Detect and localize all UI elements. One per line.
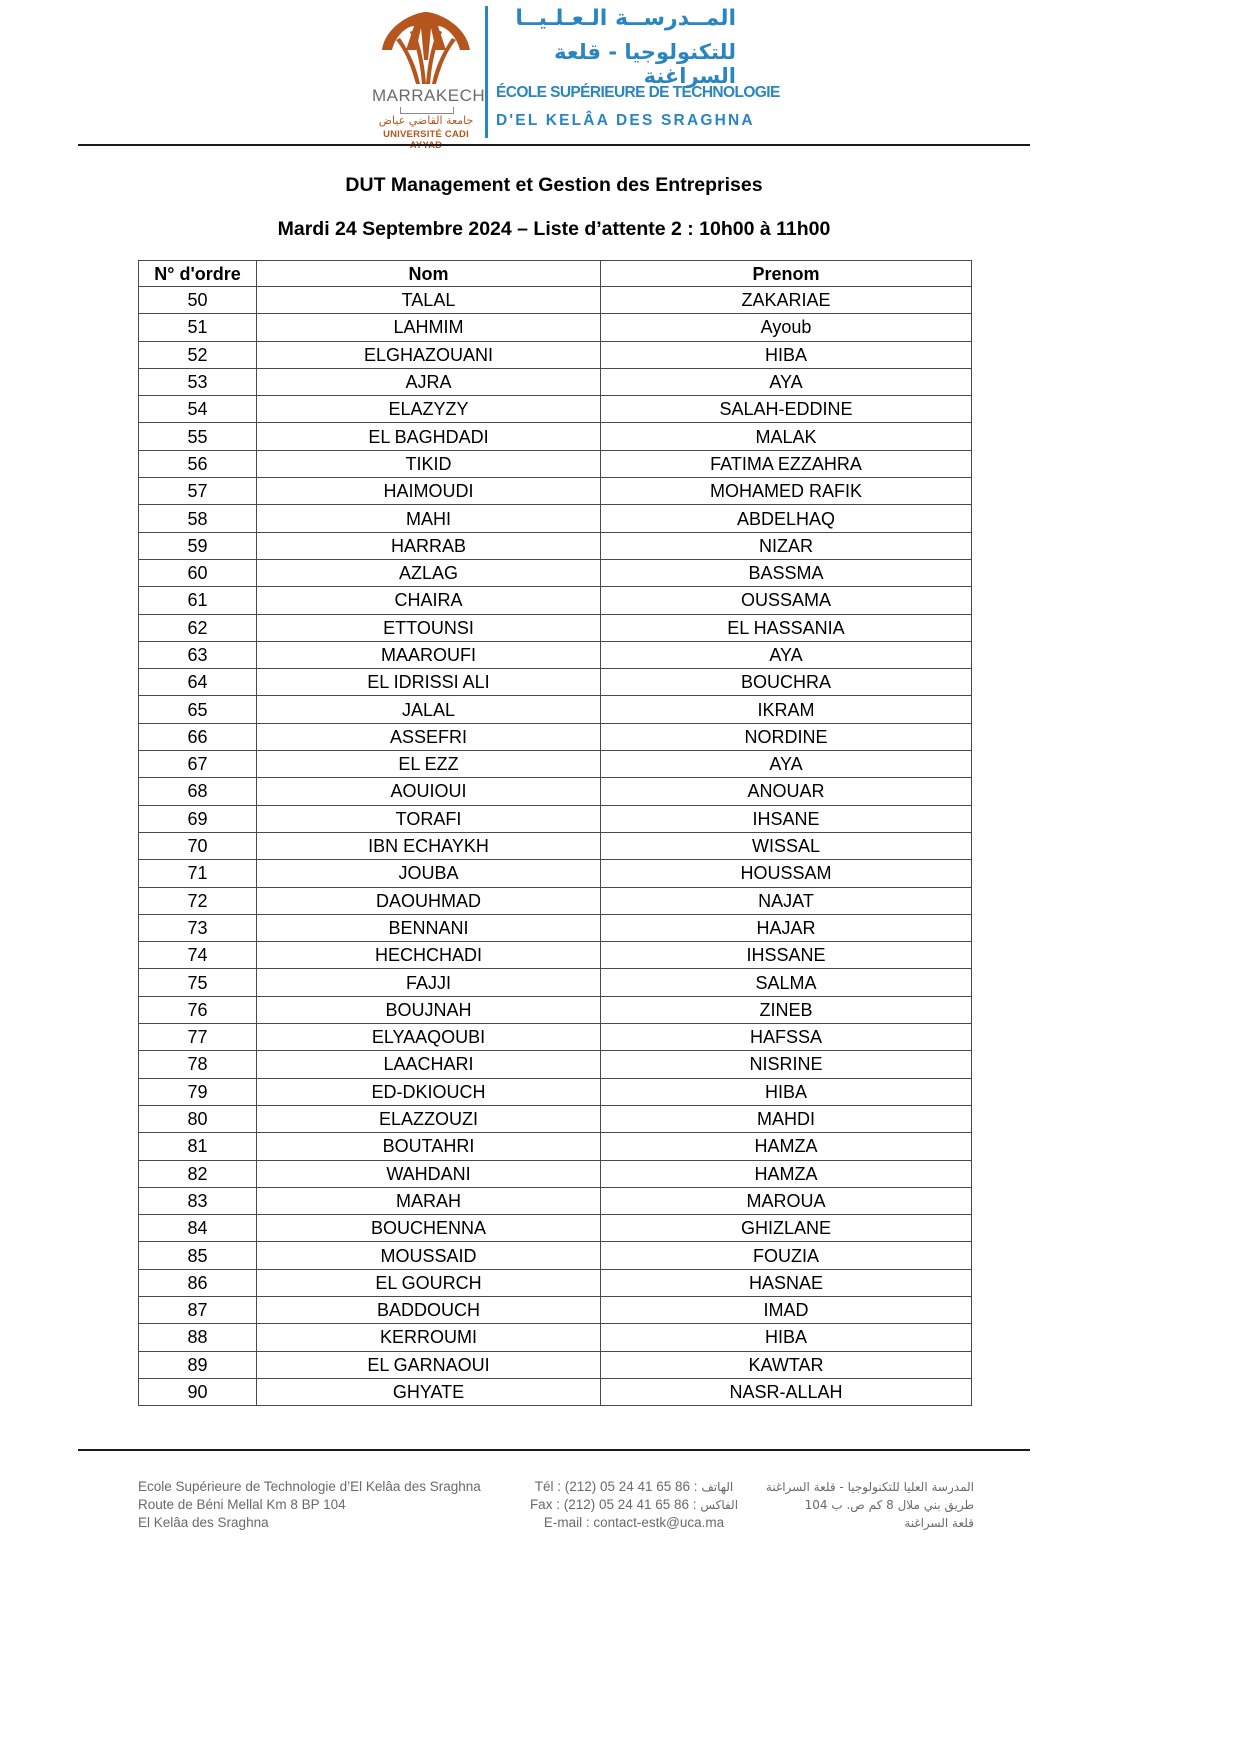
cell-nom: HECHCHADI [257, 942, 601, 969]
table-row [139, 996, 972, 1023]
table-row [139, 1105, 972, 1132]
table-row [139, 1051, 972, 1078]
cell-order-number: 61 [139, 587, 257, 614]
cell-order-number: 83 [139, 1187, 257, 1214]
table-row [139, 450, 972, 477]
cell-nom: ELYAAQOUBI [257, 1024, 601, 1051]
footer-address-line: El Kelâa des Sraghna [138, 1515, 269, 1530]
footer [0, 1478, 1241, 1558]
cell-order-number: 53 [139, 368, 257, 395]
cell-order-number: 75 [139, 969, 257, 996]
cell-nom: BOUJNAH [257, 996, 601, 1023]
table-row [139, 287, 972, 314]
cell-prenom: Ayoub [601, 314, 972, 341]
cell-prenom: IMAD [601, 1296, 972, 1323]
school-name-french-line1: ÉCOLE SUPÉRIEURE DE TECHNOLOGIE [496, 84, 780, 101]
cell-nom: BOUTAHRI [257, 1133, 601, 1160]
table-row [139, 723, 972, 750]
cell-order-number: 84 [139, 1215, 257, 1242]
cell-nom: ELAZZOUZI [257, 1105, 601, 1132]
cell-prenom: HASNAE [601, 1269, 972, 1296]
cell-order-number: 81 [139, 1133, 257, 1160]
cell-order-number: 52 [139, 341, 257, 368]
footer-email[interactable]: E-mail : contact-estk@uca.ma [543, 1515, 725, 1530]
cell-prenom: HAMZA [601, 1133, 972, 1160]
cell-prenom: AYA [601, 641, 972, 668]
table-row [139, 1133, 972, 1160]
cell-order-number: 50 [139, 287, 257, 314]
cell-nom: IBN ECHAYKH [257, 832, 601, 859]
footer-divider [78, 1449, 1030, 1451]
cell-order-number: 60 [139, 559, 257, 586]
cell-prenom: FOUZIA [601, 1242, 972, 1269]
footer-address-arabic-line: طريق بني ملال 8 كم ص. ب 104 [804, 1498, 974, 1512]
table-row [139, 669, 972, 696]
table-row [139, 914, 972, 941]
table-row [139, 1351, 972, 1378]
cell-nom: EL GARNAOUI [257, 1351, 601, 1378]
cell-nom: GHYATE [257, 1378, 601, 1405]
cell-prenom: ZAKARIAE [601, 287, 972, 314]
cell-order-number: 88 [139, 1324, 257, 1351]
cell-nom: MAHI [257, 505, 601, 532]
cell-order-number: 85 [139, 1242, 257, 1269]
table-row [139, 532, 972, 559]
cell-prenom: FATIMA EZZAHRA [601, 450, 972, 477]
table-row [139, 778, 972, 805]
footer-address-french [138, 1478, 481, 1532]
table-row [139, 1215, 972, 1242]
university-logo [372, 8, 486, 140]
cell-order-number: 56 [139, 450, 257, 477]
cell-prenom: GHIZLANE [601, 1215, 972, 1242]
cell-nom: FAJJI [257, 969, 601, 996]
cell-nom: JOUBA [257, 860, 601, 887]
cell-prenom: WISSAL [601, 832, 972, 859]
cell-nom: LAACHARI [257, 1051, 601, 1078]
logo-university-arabic: جامعة القاضي عياض [378, 114, 474, 127]
logo-divider [485, 6, 488, 138]
cell-order-number: 67 [139, 751, 257, 778]
cell-nom: EL BAGHDADI [257, 423, 601, 450]
cell-nom: EL IDRISSI ALI [257, 669, 601, 696]
cell-prenom: SALAH-EDDINE [601, 396, 972, 423]
table-row [139, 1324, 972, 1351]
table-row [139, 587, 972, 614]
cell-order-number: 68 [139, 778, 257, 805]
cell-order-number: 86 [139, 1269, 257, 1296]
cell-prenom: BASSMA [601, 559, 972, 586]
cell-nom: WAHDANI [257, 1160, 601, 1187]
cell-nom: HARRAB [257, 532, 601, 559]
cell-order-number: 55 [139, 423, 257, 450]
cell-order-number: 59 [139, 532, 257, 559]
cell-prenom: MAHDI [601, 1105, 972, 1132]
table-row [139, 478, 972, 505]
cell-prenom: EL HASSANIA [601, 614, 972, 641]
cell-prenom: OUSSAMA [601, 587, 972, 614]
cell-prenom: HAMZA [601, 1160, 972, 1187]
cell-prenom: ANOUAR [601, 778, 972, 805]
table-row [139, 751, 972, 778]
table-row [139, 505, 972, 532]
cell-prenom: AYA [601, 368, 972, 395]
cell-nom: ETTOUNSI [257, 614, 601, 641]
cell-nom: ED-DKIOUCH [257, 1078, 601, 1105]
cell-nom: EL EZZ [257, 751, 601, 778]
cell-order-number: 90 [139, 1378, 257, 1405]
school-name-arabic-line1: المــدرســة الـعـلـيــا [515, 6, 736, 31]
table-row [139, 1024, 972, 1051]
table-row [139, 805, 972, 832]
palm-tree-logo-icon [376, 10, 476, 86]
footer-phone-value: Tél : (212) 05 24 41 65 86 : [534, 1479, 698, 1494]
footer-address-line: Route de Béni Mellal Km 8 BP 104 [138, 1497, 346, 1512]
logo-bracket [400, 107, 454, 114]
cell-nom: MAAROUFI [257, 641, 601, 668]
cell-nom: LAHMIM [257, 314, 601, 341]
table-row [139, 396, 972, 423]
cell-order-number: 74 [139, 942, 257, 969]
logo-city-label: MARRAKECH [372, 86, 486, 105]
footer-address-arabic-line: المدرسة العليا للتكنولوجيا - قلعة السراغنة [765, 1480, 974, 1494]
cell-prenom: HOUSSAM [601, 860, 972, 887]
cell-order-number: 76 [139, 996, 257, 1023]
cell-nom: ELGHAZOUANI [257, 341, 601, 368]
table-row [139, 942, 972, 969]
cell-prenom: HAFSSA [601, 1024, 972, 1051]
cell-prenom: MALAK [601, 423, 972, 450]
cell-order-number: 87 [139, 1296, 257, 1323]
school-name-french-line2: D'EL KELÂA DES SRAGHNA [496, 112, 755, 129]
footer-address-arabic [760, 1478, 974, 1532]
table-row [139, 1242, 972, 1269]
footer-address-arabic-line: قلعة السراغنة [904, 1516, 974, 1530]
table-row [139, 969, 972, 996]
table-header-row [139, 261, 972, 287]
footer-fax-value: Fax : (212) 05 24 41 65 86 : [529, 1497, 697, 1512]
cell-nom: AJRA [257, 368, 601, 395]
cell-prenom: ZINEB [601, 996, 972, 1023]
cell-prenom: IKRAM [601, 696, 972, 723]
table-row [139, 559, 972, 586]
cell-order-number: 54 [139, 396, 257, 423]
cell-nom: CHAIRA [257, 587, 601, 614]
cell-order-number: 77 [139, 1024, 257, 1051]
cell-order-number: 70 [139, 832, 257, 859]
cell-order-number: 66 [139, 723, 257, 750]
table-row [139, 887, 972, 914]
cell-nom: AZLAG [257, 559, 601, 586]
cell-prenom: HIBA [601, 341, 972, 368]
cell-prenom: IHSANE [601, 805, 972, 832]
cell-prenom: NISRINE [601, 1051, 972, 1078]
table-row [139, 341, 972, 368]
footer-fax-label-arabic: الفاكس [700, 1498, 739, 1512]
cell-order-number: 69 [139, 805, 257, 832]
column-header-order: N° d'ordre [139, 261, 257, 287]
cell-prenom: MOHAMED RAFIK [601, 478, 972, 505]
table-row [139, 860, 972, 887]
footer-fax [520, 1496, 748, 1514]
school-name-arabic-line2: للتكنولوجيا - قلعة السراغنة [554, 40, 736, 88]
cell-order-number: 62 [139, 614, 257, 641]
cell-nom: TALAL [257, 287, 601, 314]
cell-order-number: 64 [139, 669, 257, 696]
cell-nom: TIKID [257, 450, 601, 477]
cell-order-number: 79 [139, 1078, 257, 1105]
table-row [139, 1187, 972, 1214]
cell-prenom: HIBA [601, 1324, 972, 1351]
session-title: Mardi 24 Septembre 2024 – Liste d’attente 2 : 10h00 à 11h00 [277, 218, 831, 240]
letterhead [0, 0, 1241, 146]
cell-prenom: NORDINE [601, 723, 972, 750]
cell-prenom: HIBA [601, 1078, 972, 1105]
cell-prenom: IHSSANE [601, 942, 972, 969]
program-title: DUT Management et Gestion des Entreprises [345, 174, 763, 196]
cell-nom: BADDOUCH [257, 1296, 601, 1323]
cell-prenom: ABDELHAQ [601, 505, 972, 532]
cell-prenom: KAWTAR [601, 1351, 972, 1378]
cell-order-number: 80 [139, 1105, 257, 1132]
table-row [139, 423, 972, 450]
table-row [139, 614, 972, 641]
cell-nom: HAIMOUDI [257, 478, 601, 505]
table-row [139, 1378, 972, 1405]
cell-nom: ASSEFRI [257, 723, 601, 750]
cell-order-number: 73 [139, 914, 257, 941]
cell-prenom: NIZAR [601, 532, 972, 559]
cell-nom: MARAH [257, 1187, 601, 1214]
table-row [139, 641, 972, 668]
table-row [139, 1269, 972, 1296]
cell-order-number: 78 [139, 1051, 257, 1078]
header-divider [78, 144, 1030, 146]
cell-prenom: BOUCHRA [601, 669, 972, 696]
footer-phone [520, 1478, 748, 1496]
table-row [139, 1160, 972, 1187]
cell-nom: DAOUHMAD [257, 887, 601, 914]
table-row [139, 832, 972, 859]
cell-order-number: 72 [139, 887, 257, 914]
cell-nom: AOUIOUI [257, 778, 601, 805]
table-row [139, 368, 972, 395]
logo-university-name: UNIVERSITÉ CADI [383, 129, 469, 140]
cell-nom: EL GOURCH [257, 1269, 601, 1296]
table-row [139, 696, 972, 723]
column-header-nom: Nom [257, 261, 601, 287]
cell-order-number: 58 [139, 505, 257, 532]
cell-order-number: 63 [139, 641, 257, 668]
cell-prenom: AYA [601, 751, 972, 778]
cell-order-number: 71 [139, 860, 257, 887]
cell-nom: BENNANI [257, 914, 601, 941]
cell-order-number: 57 [139, 478, 257, 505]
table-row [139, 1296, 972, 1323]
cell-order-number: 89 [139, 1351, 257, 1378]
table-row [139, 314, 972, 341]
footer-address-line: Ecole Supérieure de Technologie d’El Kelâa des Sraghna [138, 1479, 481, 1494]
cell-nom: KERROUMI [257, 1324, 601, 1351]
cell-nom: ELAZYZY [257, 396, 601, 423]
cell-prenom: HAJAR [601, 914, 972, 941]
cell-prenom: NAJAT [601, 887, 972, 914]
cell-prenom: NASR-ALLAH [601, 1378, 972, 1405]
footer-phone-label-arabic: الهاتف [701, 1480, 734, 1494]
cell-prenom: MAROUA [601, 1187, 972, 1214]
cell-order-number: 65 [139, 696, 257, 723]
table-row [139, 1078, 972, 1105]
cell-nom: MOUSSAID [257, 1242, 601, 1269]
cell-prenom: SALMA [601, 969, 972, 996]
cell-order-number: 82 [139, 1160, 257, 1187]
cell-nom: JALAL [257, 696, 601, 723]
cell-order-number: 51 [139, 314, 257, 341]
waiting-list-table [138, 260, 971, 1406]
footer-contact [520, 1478, 748, 1532]
cell-nom: TORAFI [257, 805, 601, 832]
column-header-prenom: Prenom [601, 261, 972, 287]
cell-nom: BOUCHENNA [257, 1215, 601, 1242]
